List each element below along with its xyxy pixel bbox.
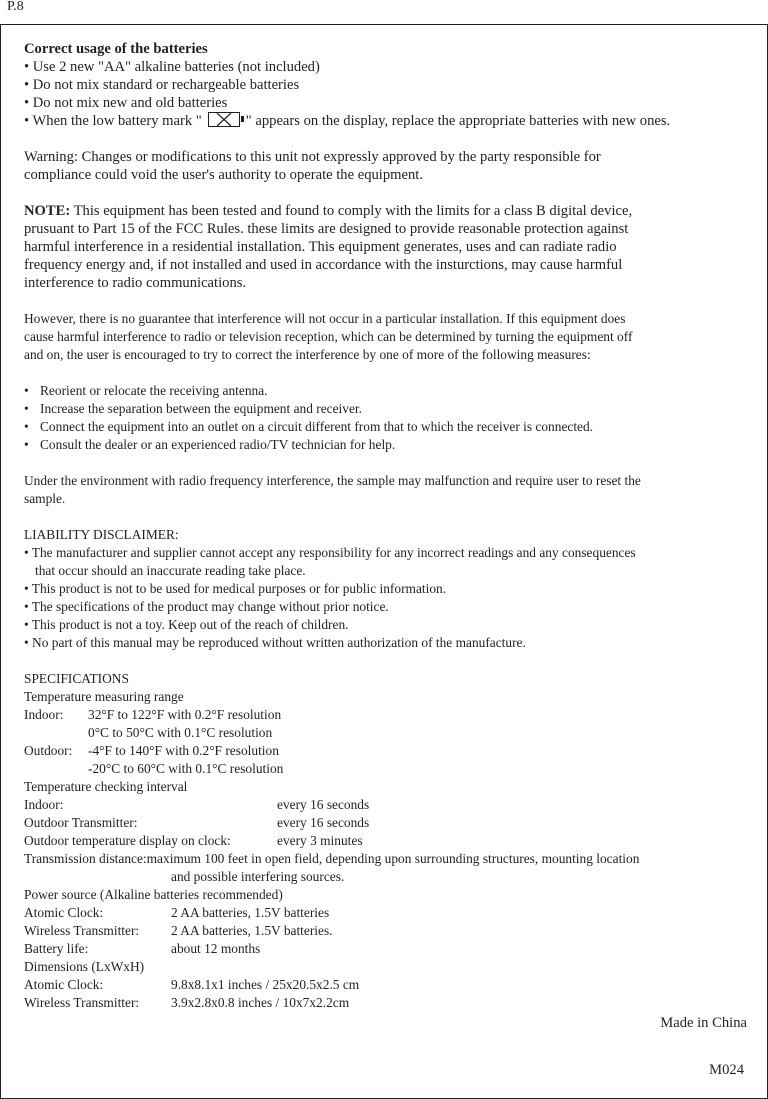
spec-subtitle: Power source (Alkaline batteries recommended) [24,887,283,902]
list-item: • Connect the equipment into an outlet on a circuit different from that to which the receiver is connected. [24,419,594,434]
spec-row: Indoor: 32°F to 122°F with 0.2°F resolution [24,707,282,722]
spec-row: -20°C to 60°C with 0.1°C resolution [88,761,284,776]
battery-usage-title: Correct usage of the batteries [24,41,208,57]
environment-text: sample. [24,491,66,506]
environment-section [24,472,754,508]
list-item: • Increase the separation between the equipment and receiver. [24,401,362,416]
spec-row: Atomic Clock: 2 AA batteries, 1.5V batteries [24,905,330,920]
specifications-title: SPECIFICATIONS [24,671,129,686]
warning-section [24,148,754,184]
liability-item: • This product is not a toy. Keep out of the reach of children. [24,617,349,632]
made-in-label: Made in China [660,1015,747,1031]
liability-title: LIABILITY DISCLAIMER: [24,527,179,542]
spec-subtitle: Dimensions (LxWxH) [24,959,145,974]
note-text: frequency energy and, if not installed and used in accordance with the insturctions, may cause harmful [24,257,623,273]
list-item: • Consult the dealer or an experienced radio/TV technician for help. [24,437,396,452]
spec-row: Wireless Transmitter: 2 AA batteries, 1.5V batteries. [24,923,333,938]
note-text: harmful interference in a residential installation. This equipment generates, uses and can radiate radio [24,239,617,255]
measures-list [24,382,754,454]
interference-text: and on, the user is encouraged to try to correct the interference by one of more of the following measures: [24,347,591,362]
warning-text: Warning: Changes or modifications to this unit not expressly approved by the party responsible for [24,149,601,165]
spec-row: 0°C to 50°C with 0.1°C resolution [88,725,273,740]
battery-item: • Use 2 new "AA" alkaline batteries (not included) [24,59,320,75]
liability-item: • The specifications of the product may change without prior notice. [24,599,389,614]
liability-item: • The manufacturer and supplier cannot accept any responsibility for any incorrect readings and any consequences [24,545,636,560]
spec-row: Outdoor: -4°F to 140°F with 0.2°F resolution [24,743,279,758]
note-text: interference to radio communications. [24,275,247,291]
liability-item: • This product is not to be used for medical purposes or for public information. [24,581,447,596]
spec-row: Outdoor temperature display on clock: every 3 minutes [24,833,363,848]
battery-item-low-battery: • When the low battery mark " " appears on the display, replace the appropriate batteries with new ones. [24,113,671,129]
liability-item-continued: that occur should an inaccurate reading take place. [35,563,306,578]
low-battery-icon [208,112,240,127]
spec-row: Outdoor Transmitter: every 16 seconds [24,815,370,830]
list-item: • Reorient or relocate the receiving antenna. [24,383,268,398]
spec-row: Atomic Clock: 9.8x8.1x1 inches / 25x20.5x2.5 cm [24,977,360,992]
battery-usage-section [24,40,754,130]
environment-text: Under the environment with radio frequency interference, the sample may malfunction and require user to reset the [24,473,641,488]
model-number: M024 [709,1062,744,1078]
liability-item: • No part of this manual may be reproduced without written authorization of the manufacture. [24,635,526,650]
interference-text: However, there is no guarantee that interference will not occur in a particular installation. If this equipment does [24,311,626,326]
liability-section [24,526,754,652]
document-body [24,40,754,1012]
note-text: NOTE: This equipment has been tested and found to comply with the limits for a class B digital device, [24,203,633,219]
warning-text: compliance could void the user's authority to operate the equipment. [24,167,423,183]
spec-subtitle: Temperature measuring range [24,689,184,704]
battery-item: • Do not mix standard or rechargeable batteries [24,77,300,93]
spec-row: Indoor: every 16 seconds [24,797,370,812]
specifications-section [24,670,754,1012]
interference-text: cause harmful interference to radio or television reception, which can be determined by turning the equipment off [24,329,633,344]
spec-row-transmission-continued: and possible interfering sources. [171,869,345,884]
battery-item: • Do not mix new and old batteries [24,95,228,111]
spec-row: Battery life: about 12 months [24,941,261,956]
page-number: P.8 [7,0,24,14]
spec-row-transmission: Transmission distance: maximum 100 feet in open field, depending upon surrounding structures, mounting location [24,851,640,866]
note-text: prusuant to Part 15 of the FCC Rules. these limits are designed to provide reasonable protection against [24,221,629,237]
spec-subtitle: Temperature checking interval [24,779,188,794]
fcc-note-section [24,202,754,292]
spec-row: Wireless Transmitter: 3.9x2.8x0.8 inches / 10x7x2.2cm [24,995,350,1010]
interference-section [24,310,754,364]
